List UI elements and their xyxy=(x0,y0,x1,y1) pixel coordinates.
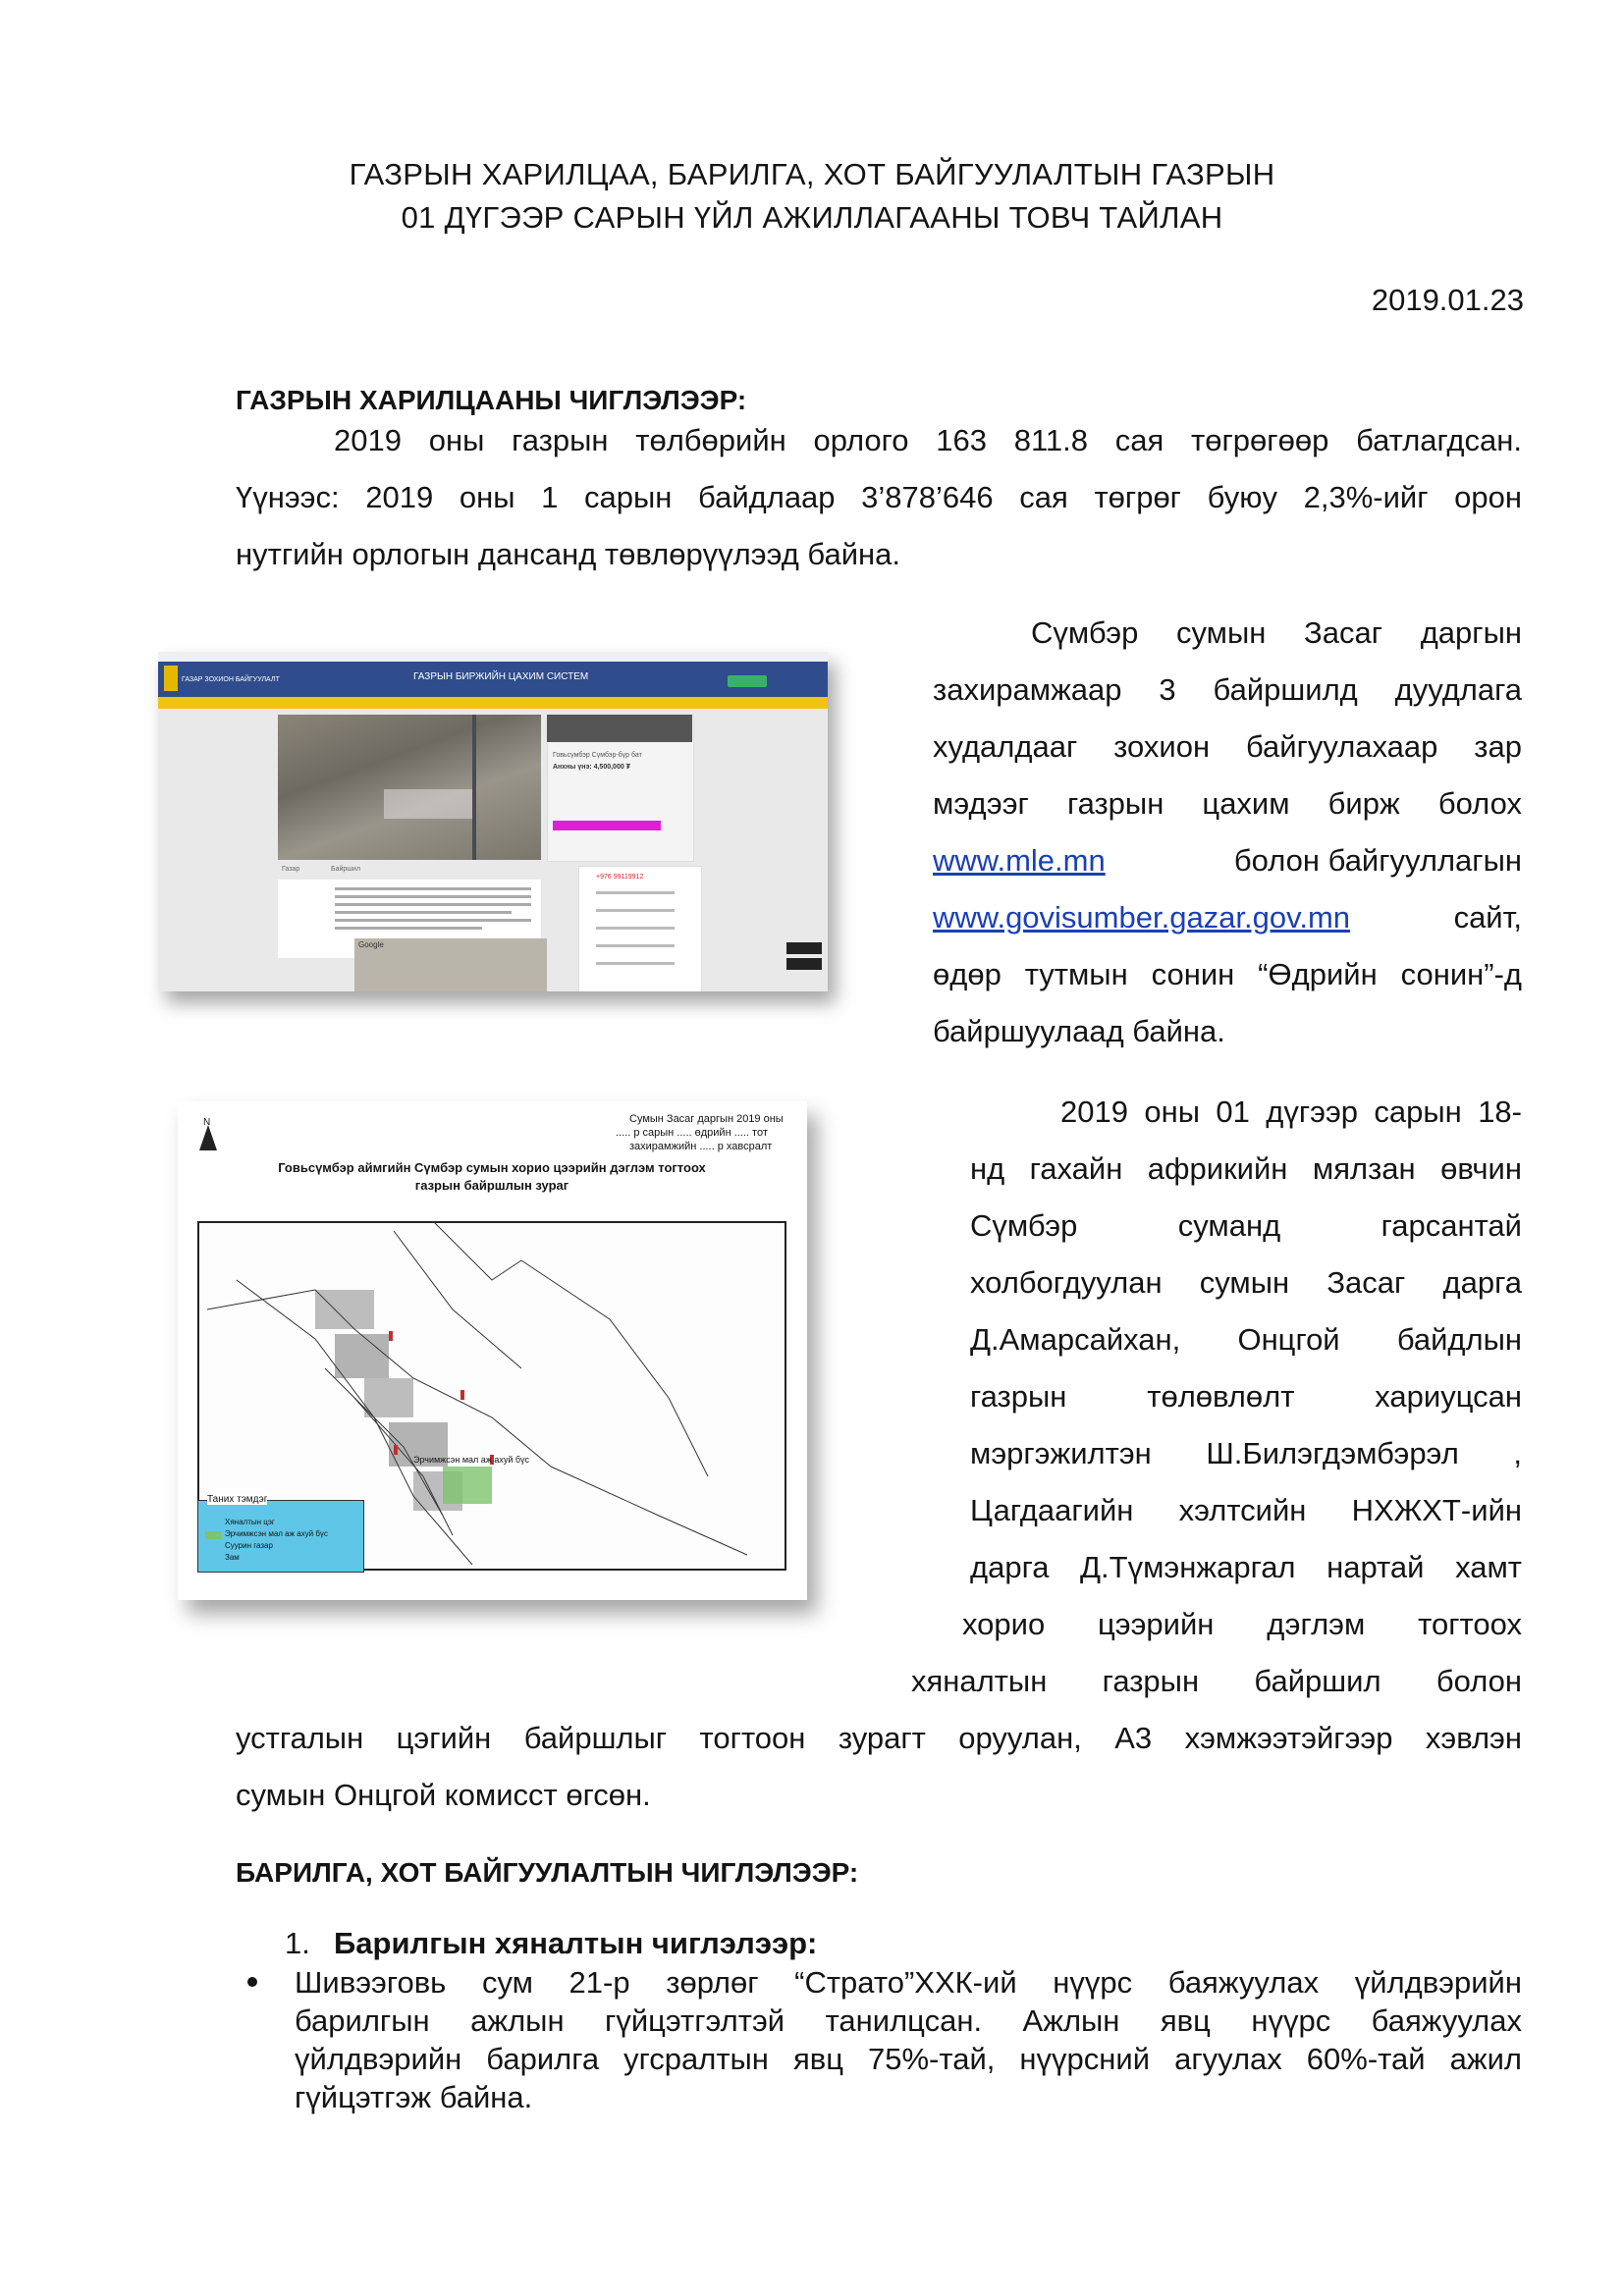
login-button xyxy=(728,675,767,687)
paragraph-line: Сүмбэр сумын Засаг даргын xyxy=(1031,615,1522,650)
quarantine-location-map: N Сумын Засаг даргын 2019 оны ..... р сарын ..... өдрийн ..... тот захирамжийн ..... р хавсралт Говьсүмбэр аймгийн Сүмбэр сумын хорио цээрийн дэглэм тогтоох газрын байршлын зураг Эрчимжсэн мал аж ахуй бүс Таних тэмдэг Хяналтын цэг Эрчимжсэн мал аж ахуй бүс Суурин газар Зам xyxy=(178,1101,807,1600)
paragraph-line: хорио цээрийн дэглэм тогтоох xyxy=(962,1607,1522,1641)
map-title-line1: Говьсүмбэр аймгийн Сүмбэр сумын хорио цээрийн дэглэм тогтоох xyxy=(278,1160,706,1175)
paragraph-line: 2019 оны газрын төлбөрийн орлого 163 811.8 сая төгрөгөөр батлагдсан. xyxy=(334,423,1522,457)
lot-price: Анхны үнэ: 4,500,000 ₮ xyxy=(553,764,630,771)
document-title-line2: 01 ДҮГЭЭР САРЫН ҮЙЛ АЖИЛЛАГААНЫ ТОВЧ ТАЙЛАН xyxy=(401,200,1223,235)
paragraph-line: мэдээг газрын цахим бирж болох xyxy=(933,786,1522,821)
paragraph-line: сумын Онцгой комисст өгсөн. xyxy=(236,1778,651,1812)
subsection-heading: Барилгын хяналтын чиглэлээр: xyxy=(334,1926,818,1960)
land-exchange-website-screenshot xyxy=(158,652,828,991)
legend-title: Таних тэмдэг xyxy=(207,1494,268,1505)
map-title-line2: газрын байршлын зураг xyxy=(414,1178,569,1193)
google-play-badge xyxy=(786,958,822,970)
paragraph-line: холбогдуулан сумын Засаг дарга xyxy=(970,1265,1522,1300)
zone-label: Эрчимжсэн мал аж ахуй бүс xyxy=(413,1455,530,1465)
auction-button xyxy=(553,821,661,830)
paragraph-line: 2019 оны 01 дүгээр сарын 18- xyxy=(1060,1095,1522,1129)
section-heading-land: ГАЗРЫН ХАРИЛЦААНЫ ЧИГЛЭЛЭЭР: xyxy=(236,385,747,415)
paragraph-line: газрын төлөвлөлт хариуцсан xyxy=(970,1379,1522,1414)
paragraph-line: нд гахайн африкийн мялзан өвчин xyxy=(970,1151,1522,1186)
app-store-badge xyxy=(786,942,822,954)
paragraph-line: захирамжаар 3 байршилд дуудлага xyxy=(933,672,1522,707)
paragraph-line: худалдааг зохион байгуулахаар зар xyxy=(933,729,1522,764)
paragraph-line: хяналтын газрын байршил болон xyxy=(911,1664,1522,1698)
bullet-line: барилгын ажлын гүйцэтгэлтэй танилцсан. Ажлын явц нүүрс баяжуулах xyxy=(295,2003,1522,2038)
tab-location: Байршил xyxy=(331,866,360,873)
document-title-line1: ГАЗРЫН ХАРИЛЦАА, БАРИЛГА, ХОТ БАЙГУУЛАЛТЫН ГАЗРЫН xyxy=(349,157,1275,191)
legend-item: Суурин газар xyxy=(225,1541,273,1550)
paragraph-line: болон байгууллагын xyxy=(1233,843,1522,878)
legend-item: Эрчимжсэн мал аж ахуй бүс xyxy=(225,1529,328,1538)
google-label: Google xyxy=(358,940,384,949)
legend-item: Хяналтын цэг xyxy=(225,1518,275,1526)
paragraph-line: устгалын цэгийн байршлыг тогтоон зурагт оруулан, А3 хэмжээтэйгээр хэвлэн xyxy=(236,1721,1522,1755)
satellite-photo xyxy=(278,715,541,860)
paragraph-line: нутгийн орлогын дансанд төвлөрүүлээд байна. xyxy=(236,537,901,571)
map-approval-line: захирамжийн ..... р хавсралт xyxy=(629,1141,773,1152)
paragraph-line: Сүмбэр суманд гарсантай xyxy=(970,1208,1522,1243)
lot-title: Говьсүмбэр Сүмбэр-бүр бат xyxy=(553,752,642,759)
map-approval-line: Сумын Засаг даргын 2019 оны xyxy=(629,1113,784,1125)
paragraph-line: өдөр тутмын сонин “Өдрийн сонин”-д xyxy=(933,957,1522,991)
bullet-line: гүйцэтгэж байна. xyxy=(295,2080,533,2114)
subsection-number: 1. xyxy=(285,1926,310,1960)
bullet-icon xyxy=(247,1977,257,1987)
mle-link[interactable]: www.mle.mn xyxy=(933,843,1106,878)
site-title: ГАЗРЫН БИРЖИЙН ЦАХИМ СИСТЕМ xyxy=(413,671,589,682)
north-arrow-icon xyxy=(199,1125,217,1150)
legend-item: Зам xyxy=(225,1553,240,1562)
contact-phone: +976 99119912 xyxy=(596,874,644,881)
paragraph-line: дарга Д.Түмэнжаргал нартай хамт xyxy=(970,1550,1522,1584)
paragraph-line: Д.Амарсайхан, Онцгой байдлын xyxy=(970,1322,1522,1357)
logo-icon xyxy=(164,666,178,691)
tab-land: Газар xyxy=(282,866,300,873)
paragraph-line: Цагдаагийн хэлтсийн НХЖХТ-ийн xyxy=(970,1493,1522,1527)
paragraph-line: Үүнээс: 2019 оны 1 сарын байдлаар 3’878’646 сая төгрөг буюу 2,3%-ийг орон xyxy=(236,480,1522,514)
bullet-line: үйлдвэрийн барилга угсралтын явц 75%-тай, нүүрсний агуулах 60%-тай ажил xyxy=(295,2042,1522,2076)
bullet-line: Шивээговь сум 21-р зөрлөг “Страто”ХХК-ий нүүрс баяжуулах үйлдвэрийн xyxy=(295,1965,1522,2000)
report-date: 2019.01.23 xyxy=(1371,283,1524,317)
govisumber-link[interactable]: www.govisumber.gazar.gov.mn xyxy=(933,900,1351,934)
section-heading-construction: БАРИЛГА, ХОТ БАЙГУУЛАЛТЫН ЧИГЛЭЛЭЭР: xyxy=(236,1857,859,1888)
paragraph-line: сайт, xyxy=(1453,900,1522,934)
paragraph-line: байршуулаад байна. xyxy=(933,1014,1225,1048)
logo-text: ГАЗАР ЗОХИОН БАЙГУУЛАЛТ xyxy=(182,676,280,683)
paragraph-line: мэргэжилтэн Ш.Билэгдэмбэрэл , xyxy=(970,1436,1522,1470)
map-approval-line: ..... р сарын ..... өдрийн ..... тот xyxy=(616,1127,768,1139)
